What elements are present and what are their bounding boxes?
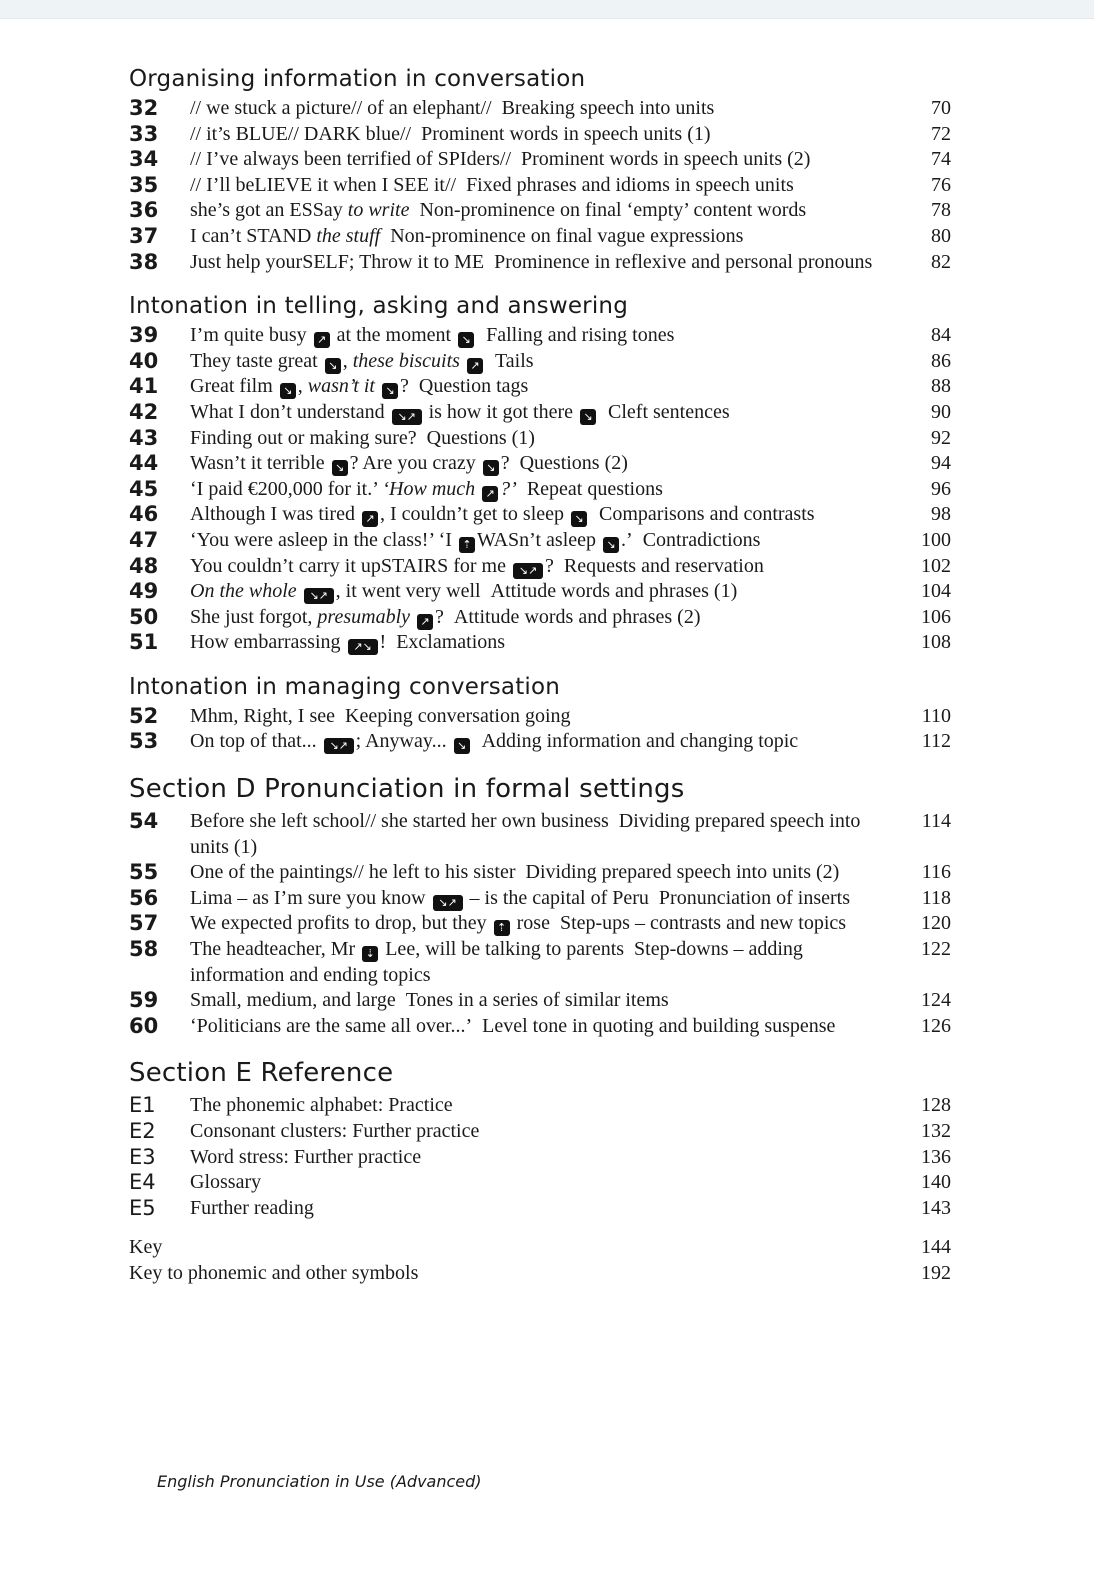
unit-number: 38: [129, 249, 159, 274]
topic: Keeping conversation going: [345, 704, 571, 727]
contents-entry-50[interactable]: [129, 605, 951, 631]
entry-text: [190, 630, 891, 656]
unit-number: 41: [129, 374, 159, 399]
section-heading-section-e: Section E Reference: [129, 1058, 394, 1089]
contents-entry-43[interactable]: [129, 426, 951, 452]
entry-text: Further reading: [190, 1196, 314, 1219]
topic: Fixed phrases and idioms in speech units: [466, 173, 794, 196]
contents-entry-e2[interactable]: [129, 1119, 951, 1145]
page-number: 90: [931, 400, 951, 423]
example: rose: [516, 912, 550, 935]
unit-number: 56: [129, 885, 159, 910]
topic: Falling and rising tones: [486, 324, 675, 347]
page-number: 70: [931, 97, 951, 119]
topic: Level tone in quoting and building suspense: [482, 1014, 836, 1037]
entry-text: [190, 224, 891, 250]
example: The headteacher, Mr: [190, 938, 356, 961]
contents-entry-44[interactable]: [129, 451, 951, 477]
page-number: 143: [921, 1196, 951, 1219]
entry-text: [190, 400, 891, 426]
entry-text: [190, 988, 891, 1014]
page-number: 96: [931, 477, 951, 500]
contents-entry-40[interactable]: [129, 349, 951, 375]
unit-number: 54: [129, 809, 159, 834]
entry-text: [190, 809, 891, 860]
example: Lee, will be talking to parents: [385, 938, 625, 961]
entry-text: [190, 426, 891, 452]
example: ‘You were asleep in the class!’ ‘I: [190, 528, 452, 551]
entry-text: [190, 349, 891, 375]
example: Great film: [190, 375, 273, 398]
entry-text: [190, 605, 891, 631]
topic: Prominence in reflexive and personal pronouns: [494, 250, 873, 273]
unit-number: 44: [129, 451, 159, 476]
contents-entry-57[interactable]: [129, 911, 951, 937]
fall-tone-icon: ↘: [580, 409, 596, 425]
entry-text: [190, 886, 891, 912]
rise-fall-tone-icon: ↗↘: [348, 639, 378, 655]
example: You couldn’t carry it upSTAIRS for me: [190, 554, 506, 577]
page-number: 98: [931, 503, 951, 526]
example: // we stuck a picture// of an elephant//: [190, 97, 492, 119]
entry-text: The phonemic alphabet: Practice: [190, 1094, 453, 1117]
rise-tone-icon: ↗: [314, 332, 330, 348]
contents-entry-35[interactable]: [129, 173, 951, 199]
topic: Questions (1): [426, 426, 535, 449]
contents-entry-32[interactable]: [129, 96, 951, 122]
contents-entry-37[interactable]: [129, 224, 951, 250]
entry-text: [190, 198, 891, 224]
example: One of the paintings// he left to his sister: [190, 861, 516, 884]
fall-tone-icon: ↘: [458, 332, 474, 348]
example: ‘Politicians are the same all over...’: [190, 1014, 473, 1037]
topic: Pronunciation of inserts: [658, 886, 851, 909]
contents-entry-36[interactable]: [129, 198, 951, 224]
step-down-icon: ⇣: [362, 946, 378, 962]
page-number: 92: [931, 426, 951, 449]
contents-entry-58[interactable]: [129, 937, 951, 988]
top-bar: [0, 0, 1094, 19]
page-number: 124: [921, 989, 951, 1012]
unit-number: E4: [129, 1170, 156, 1195]
entry-text: [190, 528, 891, 554]
page-number: 192: [921, 1261, 951, 1284]
fall-tone-icon: ↘: [325, 358, 341, 374]
topic: Exclamations: [396, 631, 506, 654]
example: Lima – as I’m sure you know: [190, 886, 426, 909]
example-italic: On the whole: [190, 580, 297, 603]
unit-number: 57: [129, 911, 159, 936]
section-heading-intonation-managing: Intonation in managing conversation: [129, 673, 561, 700]
page-number: 114: [921, 810, 951, 833]
fall-tone-icon: ↘: [454, 738, 470, 754]
key-symbols-entry[interactable]: [129, 1261, 951, 1287]
page-number: 122: [921, 938, 951, 961]
page-number: 80: [931, 224, 951, 247]
example: ; Anyway...: [355, 730, 447, 753]
contents-entry-49[interactable]: [129, 579, 951, 605]
fall-tone-icon: ↘: [483, 460, 499, 476]
fall-tone-icon: ↘: [332, 460, 348, 476]
topic: Contradictions: [642, 528, 761, 551]
topic: Questions (2): [519, 452, 628, 475]
entry-text: [190, 374, 891, 400]
unit-number: E3: [129, 1144, 156, 1169]
entry-text: [190, 554, 891, 580]
entry-list-intonation-managing: [129, 704, 951, 755]
unit-number: 37: [129, 223, 159, 248]
unit-number: E2: [129, 1119, 156, 1143]
topic: Tones in a series of similar items: [405, 989, 669, 1012]
example: , I couldn’t get to sleep: [379, 503, 565, 526]
key-entry[interactable]: [129, 1235, 951, 1261]
entry-text: [190, 937, 891, 988]
entry-list-section-e: [129, 1093, 951, 1221]
entry-text: Glossary: [190, 1171, 262, 1194]
entry-text: [190, 250, 891, 276]
topic: Dividing prepared speech into units (2): [525, 861, 840, 884]
entry-text: [190, 323, 891, 349]
page-number: 126: [921, 1014, 951, 1037]
example: at the moment: [336, 324, 452, 347]
topic: Non-prominence on final ‘empty’ content words: [419, 199, 807, 222]
entry-text: [190, 122, 891, 148]
example: – is the capital of Peru: [469, 886, 649, 909]
example: She just forgot,: [190, 605, 318, 628]
example: Mhm, Right, I see: [190, 704, 335, 727]
contents-entry-e1[interactable]: [129, 1093, 951, 1119]
page-number: 72: [931, 122, 951, 145]
topic: Non-prominence on final vague expressions: [390, 224, 744, 247]
contents-entry-e4[interactable]: [129, 1170, 951, 1196]
example: ?: [400, 375, 409, 398]
entry-text: [190, 477, 891, 503]
page-number: 144: [921, 1236, 951, 1259]
page-number: 106: [921, 605, 951, 628]
unit-number: 33: [129, 121, 159, 146]
unit-number: 59: [129, 988, 159, 1013]
page-number: 84: [931, 324, 951, 347]
example: I can’t STAND: [190, 224, 317, 247]
example-italic: ‘How much: [382, 477, 476, 500]
fall-rise-tone-icon: ↘↗: [433, 895, 463, 911]
unit-number: 55: [129, 860, 159, 885]
contents-entry-56[interactable]: [129, 886, 951, 912]
unit-number: 47: [129, 527, 159, 552]
fall-rise-tone-icon: ↘↗: [304, 588, 334, 604]
example: ‘I paid €200,000 for it.’: [190, 477, 383, 500]
example: ?: [544, 554, 554, 577]
example: I’m quite busy: [190, 324, 307, 347]
example: We expected profits to drop, but they: [190, 912, 487, 935]
example: On top of that...: [190, 730, 317, 753]
fall-rise-tone-icon: ↘↗: [324, 738, 354, 754]
section-heading-organising: Organising information in conversation: [129, 66, 586, 92]
page-number: 102: [921, 554, 951, 577]
topic: Repeat questions: [526, 477, 663, 500]
topic: Question tags: [418, 375, 529, 398]
contents-entry-48[interactable]: [129, 554, 951, 580]
fall-rise-tone-icon: ↘↗: [513, 563, 543, 579]
topic: Comparisons and contrasts: [599, 503, 815, 526]
entry-text: [190, 860, 891, 886]
fall-tone-icon: ↘: [603, 537, 619, 553]
contents-entry-47[interactable]: [129, 528, 951, 554]
example: ?: [500, 452, 510, 475]
contents-entry-e3[interactable]: [129, 1145, 951, 1171]
contents-entry-38[interactable]: [129, 250, 951, 276]
contents-entry-59[interactable]: [129, 988, 951, 1014]
example-italic: ?’: [500, 477, 517, 500]
entry-text: Consonant clusters: Further practice: [190, 1120, 480, 1142]
page-number: 128: [921, 1094, 951, 1117]
contents-entry-54[interactable]: [129, 809, 951, 860]
page-number: 76: [931, 173, 951, 196]
entry-text: [190, 502, 891, 528]
key-label: Key: [129, 1236, 163, 1259]
example: What I don’t understand: [190, 400, 385, 423]
contents-entry-55[interactable]: [129, 860, 951, 886]
unit-number: 32: [129, 96, 159, 120]
example: , it went very well: [335, 580, 481, 603]
page-number: 104: [921, 580, 951, 603]
example: is how it got there: [428, 400, 574, 423]
contents-entry-42[interactable]: [129, 400, 951, 426]
page-number: 100: [921, 528, 951, 551]
entry-text: [190, 704, 891, 730]
unit-number: 35: [129, 172, 159, 197]
page-number: 74: [931, 148, 951, 171]
example: ? Are you crazy: [349, 452, 476, 475]
unit-number: 58: [129, 937, 159, 962]
example: she’s got an ESSay: [190, 199, 348, 222]
page-number: 140: [921, 1171, 951, 1194]
topic: Adding information and changing topic: [481, 730, 799, 753]
contents-entry-41[interactable]: [129, 374, 951, 400]
unit-number: 51: [129, 630, 159, 655]
contents-entry-51[interactable]: [129, 630, 951, 656]
page-number: 94: [931, 452, 951, 475]
page-number: 118: [921, 886, 951, 909]
example-italic: presumably: [317, 605, 410, 628]
topic: Breaking speech into units: [501, 97, 715, 119]
rise-tone-icon: ↗: [417, 614, 433, 630]
example: Wasn’t it terrible: [190, 452, 325, 475]
topic: Prominent words in speech units (1): [421, 122, 711, 145]
example: ,: [342, 349, 353, 372]
page-number: 110: [921, 704, 951, 727]
page-number: 132: [921, 1120, 951, 1142]
unit-number: 46: [129, 502, 159, 527]
topic: Dividing prepared speech into units (1): [190, 810, 861, 858]
unit-number: 53: [129, 729, 159, 754]
entry-text: [190, 579, 891, 605]
key-label: Key to phonemic and other symbols: [129, 1261, 419, 1284]
contents-entry-46[interactable]: [129, 502, 951, 528]
page-number: 108: [921, 631, 951, 654]
entry-text: [190, 1014, 891, 1040]
page-number: 78: [931, 199, 951, 222]
unit-number: 36: [129, 198, 159, 223]
unit-number: 60: [129, 1013, 159, 1038]
contents-entry-45[interactable]: [129, 477, 951, 503]
topic: Tails: [494, 349, 534, 372]
section-heading-intonation-telling: Intonation in telling, asking and answering: [129, 293, 629, 320]
example: ,: [297, 375, 308, 398]
unit-number: 50: [129, 604, 159, 629]
contents-entry-33[interactable]: [129, 122, 951, 148]
example: Finding out or making sure?: [190, 426, 417, 449]
entry-text: [190, 729, 891, 755]
rise-tone-icon: ↗: [362, 511, 378, 527]
example: .’: [621, 528, 633, 551]
page-number: 86: [931, 349, 951, 372]
example: ?: [435, 605, 444, 628]
example: How embarrassing: [190, 631, 341, 654]
example: Small, medium, and large: [190, 989, 396, 1012]
example: Just help yourSELF; Throw it to ME: [190, 250, 485, 273]
rise-tone-icon: ↗: [467, 358, 483, 374]
example: // it’s BLUE// DARK blue//: [190, 122, 412, 145]
page-number: 88: [931, 375, 951, 398]
entry-text: [190, 147, 891, 173]
contents-entry-52[interactable]: [129, 704, 951, 730]
page-number: 116: [921, 861, 951, 884]
unit-number: 43: [129, 425, 159, 450]
fall-tone-icon: ↘: [280, 383, 296, 399]
unit-number: 45: [129, 476, 159, 501]
topic: Requests and reservation: [563, 554, 764, 577]
example-italic: to write: [347, 199, 410, 222]
topic: Attitude words and phrases (2): [453, 605, 701, 628]
topic: Step-downs – adding information and ending topics: [190, 938, 803, 986]
page-number: 82: [931, 250, 951, 273]
contents-entry-e5[interactable]: [129, 1196, 951, 1222]
unit-number: 34: [129, 147, 159, 172]
example: !: [379, 631, 387, 654]
entry-text: [190, 451, 891, 477]
topic: Attitude words and phrases (1): [490, 580, 738, 603]
topic: Step-ups – contrasts and new topics: [559, 912, 847, 935]
example-italic: these biscuits: [352, 349, 460, 372]
entry-text: [190, 96, 891, 122]
topic: Prominent words in speech units (2): [521, 148, 811, 171]
contents-entry-60[interactable]: [129, 1014, 951, 1040]
fall-tone-icon: ↘: [571, 511, 587, 527]
entry-text: [190, 173, 891, 199]
step-up-icon: ⇡: [494, 920, 510, 936]
entry-list-organising: [129, 96, 951, 275]
unit-number: 49: [129, 579, 159, 604]
contents-entry-39[interactable]: [129, 323, 951, 349]
step-up-icon: ⇡: [459, 537, 475, 553]
section-heading-section-d: Section D Pronunciation in formal settings: [129, 774, 685, 805]
contents-page: [129, 62, 951, 1287]
fall-rise-tone-icon: ↘↗: [392, 409, 422, 425]
unit-number: E5: [129, 1195, 156, 1220]
page-number: 112: [921, 730, 951, 753]
example-italic: the stuff: [316, 224, 381, 247]
unit-number: 52: [129, 703, 159, 728]
example-italic: wasn’t it: [307, 375, 375, 398]
rise-tone-icon: ↗: [482, 486, 498, 502]
entry-list-intonation-telling: [129, 323, 951, 656]
unit-number: 48: [129, 553, 159, 578]
example: Although I was tired: [190, 503, 355, 526]
example: WASn’t asleep: [476, 528, 597, 551]
example: // I’ll beLIEVE it when I SEE it//: [190, 173, 457, 196]
page-number: 136: [921, 1145, 951, 1168]
topic: Cleft sentences: [608, 400, 730, 423]
fall-tone-icon: ↘: [382, 383, 398, 399]
unit-number: E1: [129, 1093, 156, 1118]
contents-entry-53[interactable]: [129, 729, 951, 755]
unit-number: 40: [129, 348, 159, 373]
contents-entry-34[interactable]: [129, 147, 951, 173]
entry-list-section-d: [129, 809, 951, 1039]
page-number: 120: [921, 912, 951, 935]
unit-number: 42: [129, 399, 159, 424]
example: // I’ve always been terrified of SPIders//: [190, 148, 512, 171]
unit-number: 39: [129, 323, 159, 348]
entry-text: [190, 911, 891, 937]
example: Before she left school// she started her own business: [190, 810, 609, 833]
entry-text: Word stress: Further practice: [190, 1145, 422, 1168]
book-title-footer: English Pronunciation in Use (Advanced): [157, 1472, 482, 1491]
example: They taste great: [190, 349, 318, 372]
